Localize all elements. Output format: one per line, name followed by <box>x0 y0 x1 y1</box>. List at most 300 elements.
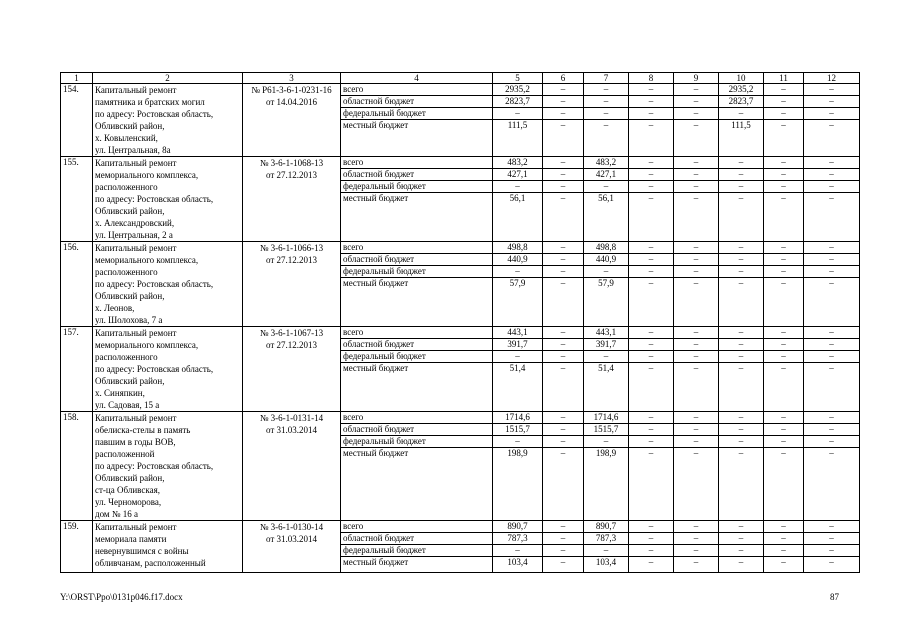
object-name-line: расположенной <box>95 449 155 459</box>
page-number: 87 <box>830 592 839 602</box>
funding-source: всего <box>341 412 493 424</box>
amount-cell: – <box>629 181 674 193</box>
object-name-line: мемориального комплекса, <box>95 255 199 265</box>
amount-cell: – <box>804 242 860 254</box>
object-name <box>93 412 243 521</box>
object-name-line: ул. Садовая, 15 а <box>95 400 160 410</box>
amount-cell: – <box>674 545 719 557</box>
object-name-line: ул. Черноморова, <box>95 497 162 507</box>
object-name-line: Обливский район, <box>95 206 165 216</box>
amount-cell: – <box>584 108 629 120</box>
amount-cell: – <box>804 157 860 169</box>
document-line: от 27.12.2013 <box>265 170 318 180</box>
expertise-document <box>243 412 341 521</box>
amount-cell: – <box>764 339 804 351</box>
amount-cell: – <box>674 181 719 193</box>
amount-cell: – <box>719 242 764 254</box>
amount-cell: – <box>764 521 804 533</box>
amount-cell: – <box>543 108 584 120</box>
table-row <box>61 327 860 339</box>
funding-source: областной бюджет <box>341 424 493 436</box>
funding-source: федеральный бюджет <box>341 181 493 193</box>
amount-cell: – <box>764 412 804 424</box>
amount-cell: – <box>764 266 804 278</box>
amount-cell: – <box>629 545 674 557</box>
amount-cell: – <box>629 339 674 351</box>
amount-cell: – <box>543 266 584 278</box>
amount-cell: – <box>584 120 629 157</box>
amount-cell: – <box>674 424 719 436</box>
object-name-line: Капитальный ремонт <box>95 413 177 423</box>
amount-cell: 1714,6 <box>584 412 629 424</box>
amount-cell: – <box>764 424 804 436</box>
amount-cell: – <box>629 424 674 436</box>
amount-cell: – <box>629 278 674 327</box>
amount-cell: – <box>764 120 804 157</box>
object-name-line: расположенного <box>95 267 158 277</box>
amount-cell: – <box>543 545 584 557</box>
amount-cell: – <box>764 327 804 339</box>
item-number: 158. <box>61 412 93 521</box>
object-name-line: мемориального комплекса, <box>95 340 199 350</box>
expertise-document <box>243 242 341 327</box>
amount-cell: – <box>493 545 543 557</box>
column-number: 3 <box>243 73 341 84</box>
table-body <box>61 73 860 573</box>
amount-cell: – <box>674 412 719 424</box>
amount-cell: – <box>674 157 719 169</box>
amount-cell: – <box>674 521 719 533</box>
amount-cell: 498,8 <box>584 242 629 254</box>
amount-cell: – <box>629 157 674 169</box>
amount-cell: 56,1 <box>493 193 543 242</box>
budget-table <box>60 72 860 573</box>
amount-cell: – <box>674 254 719 266</box>
funding-source: всего <box>341 521 493 533</box>
amount-cell: 51,4 <box>584 363 629 412</box>
document-line: № 3-6-1-0130-14 <box>259 522 324 532</box>
column-number: 6 <box>543 73 584 84</box>
amount-cell: 890,7 <box>584 521 629 533</box>
amount-cell: – <box>629 363 674 412</box>
amount-cell: – <box>804 278 860 327</box>
funding-source: всего <box>341 327 493 339</box>
amount-cell: – <box>764 557 804 573</box>
amount-cell: 198,9 <box>584 448 629 521</box>
table-row <box>61 412 860 424</box>
amount-cell: 103,4 <box>584 557 629 573</box>
amount-cell: – <box>629 266 674 278</box>
item-number: 159. <box>61 521 93 573</box>
object-name-line: х. Ковыленский, <box>95 133 158 143</box>
amount-cell: – <box>629 448 674 521</box>
amount-cell: 391,7 <box>584 339 629 351</box>
funding-source: местный бюджет <box>341 448 493 521</box>
amount-cell: 198,9 <box>493 448 543 521</box>
column-number: 8 <box>629 73 674 84</box>
funding-source: местный бюджет <box>341 278 493 327</box>
amount-cell: 890,7 <box>493 521 543 533</box>
object-name-line: невернувшимся с войны <box>95 546 189 556</box>
amount-cell: – <box>764 193 804 242</box>
item-number: 156. <box>61 242 93 327</box>
amount-cell: – <box>674 363 719 412</box>
amount-cell: 498,8 <box>493 242 543 254</box>
amount-cell: – <box>719 557 764 573</box>
document-line: № 3-6-1-1068-13 <box>259 158 324 168</box>
amount-cell: – <box>543 424 584 436</box>
amount-cell: – <box>719 521 764 533</box>
amount-cell: – <box>804 339 860 351</box>
funding-source: областной бюджет <box>341 169 493 181</box>
object-name-line: ул. Центральная, 8а <box>95 145 171 155</box>
object-name <box>93 521 243 573</box>
amount-cell: – <box>543 120 584 157</box>
funding-source: федеральный бюджет <box>341 436 493 448</box>
funding-source: федеральный бюджет <box>341 266 493 278</box>
amount-cell: – <box>764 108 804 120</box>
amount-cell: – <box>719 424 764 436</box>
table-row <box>61 242 860 254</box>
amount-cell: 427,1 <box>584 169 629 181</box>
amount-cell: – <box>804 108 860 120</box>
amount-cell: 56,1 <box>584 193 629 242</box>
object-name-line: по адресу: Ростовская область, <box>95 279 214 289</box>
amount-cell: – <box>804 424 860 436</box>
amount-cell: – <box>719 339 764 351</box>
object-name-line: по адресу: Ростовская область, <box>95 364 214 374</box>
column-number: 9 <box>674 73 719 84</box>
column-number: 7 <box>584 73 629 84</box>
amount-cell: – <box>543 96 584 108</box>
amount-cell: – <box>804 120 860 157</box>
amount-cell: – <box>493 108 543 120</box>
amount-cell: – <box>629 521 674 533</box>
amount-cell: – <box>674 108 719 120</box>
amount-cell: – <box>493 181 543 193</box>
amount-cell: – <box>584 84 629 96</box>
amount-cell: – <box>764 169 804 181</box>
object-name-line: расположенного <box>95 182 158 192</box>
amount-cell: – <box>804 96 860 108</box>
object-name-line: мемориального комплекса, <box>95 170 199 180</box>
funding-source: местный бюджет <box>341 193 493 242</box>
funding-source: местный бюджет <box>341 363 493 412</box>
amount-cell: 427,1 <box>493 169 543 181</box>
amount-cell: – <box>764 363 804 412</box>
funding-source: областной бюджет <box>341 254 493 266</box>
amount-cell: – <box>804 327 860 339</box>
amount-cell: – <box>543 436 584 448</box>
object-name-line: Капитальный ремонт <box>95 522 177 532</box>
amount-cell: 111,5 <box>719 120 764 157</box>
amount-cell: – <box>543 448 584 521</box>
amount-cell: – <box>719 351 764 363</box>
expertise-document <box>243 84 341 157</box>
amount-cell: – <box>719 266 764 278</box>
amount-cell: – <box>719 169 764 181</box>
amount-cell: – <box>804 266 860 278</box>
amount-cell: – <box>719 327 764 339</box>
amount-cell: 2823,7 <box>493 96 543 108</box>
object-name <box>93 327 243 412</box>
amount-cell: – <box>543 254 584 266</box>
amount-cell: – <box>543 169 584 181</box>
object-name-line: ул. Центральная, 2 а <box>95 230 173 240</box>
amount-cell: – <box>764 157 804 169</box>
amount-cell: – <box>764 545 804 557</box>
amount-cell: – <box>584 436 629 448</box>
amount-cell: – <box>804 254 860 266</box>
amount-cell: 57,9 <box>584 278 629 327</box>
document-line: от 27.12.2013 <box>265 340 318 350</box>
amount-cell: – <box>674 339 719 351</box>
amount-cell: – <box>493 351 543 363</box>
amount-cell: – <box>543 84 584 96</box>
column-number: 11 <box>764 73 804 84</box>
amount-cell: 51,4 <box>493 363 543 412</box>
amount-cell: – <box>719 533 764 545</box>
column-number-row <box>61 73 860 84</box>
amount-cell: – <box>629 327 674 339</box>
funding-source: местный бюджет <box>341 120 493 157</box>
amount-cell: – <box>804 412 860 424</box>
amount-cell: – <box>719 545 764 557</box>
amount-cell: – <box>719 181 764 193</box>
column-number: 4 <box>341 73 493 84</box>
object-name-line: по адресу: Ростовская область, <box>95 109 214 119</box>
amount-cell: – <box>674 533 719 545</box>
document-line: № 3-6-1-1066-13 <box>259 243 324 253</box>
amount-cell: – <box>543 193 584 242</box>
amount-cell: – <box>674 278 719 327</box>
amount-cell: – <box>719 448 764 521</box>
amount-cell: 440,9 <box>584 254 629 266</box>
amount-cell: – <box>629 242 674 254</box>
amount-cell: 483,2 <box>584 157 629 169</box>
funding-source: федеральный бюджет <box>341 545 493 557</box>
amount-cell: – <box>804 169 860 181</box>
amount-cell: – <box>629 436 674 448</box>
amount-cell: – <box>543 521 584 533</box>
funding-source: областной бюджет <box>341 339 493 351</box>
amount-cell: 483,2 <box>493 157 543 169</box>
amount-cell: – <box>543 327 584 339</box>
object-name <box>93 242 243 327</box>
amount-cell: – <box>674 557 719 573</box>
amount-cell: – <box>674 266 719 278</box>
funding-source: федеральный бюджет <box>341 351 493 363</box>
column-number: 1 <box>61 73 93 84</box>
object-name-line: дом № 16 а <box>95 509 138 519</box>
object-name-line: Обливский район, <box>95 291 165 301</box>
amount-cell: – <box>804 533 860 545</box>
amount-cell: – <box>804 557 860 573</box>
amount-cell: – <box>629 412 674 424</box>
amount-cell: 2935,2 <box>719 84 764 96</box>
object-name-line: павшим в годы ВОВ, <box>95 437 176 447</box>
object-name-line: обелиска-стелы в память <box>95 425 191 435</box>
amount-cell: – <box>674 351 719 363</box>
amount-cell: – <box>804 84 860 96</box>
amount-cell: – <box>804 351 860 363</box>
amount-cell: – <box>764 436 804 448</box>
amount-cell: – <box>674 242 719 254</box>
amount-cell: 391,7 <box>493 339 543 351</box>
document-line: № 3-6-1-0131-14 <box>259 413 324 423</box>
amount-cell: – <box>674 436 719 448</box>
amount-cell: – <box>804 448 860 521</box>
amount-cell: – <box>629 557 674 573</box>
amount-cell: – <box>543 351 584 363</box>
object-name-line: х. Леонов, <box>95 303 135 313</box>
document-line: от 31.03.2014 <box>265 425 318 435</box>
amount-cell: 1714,6 <box>493 412 543 424</box>
amount-cell: – <box>584 96 629 108</box>
amount-cell: – <box>543 363 584 412</box>
amount-cell: 787,3 <box>584 533 629 545</box>
amount-cell: – <box>764 84 804 96</box>
amount-cell: – <box>629 108 674 120</box>
amount-cell: – <box>493 436 543 448</box>
funding-source: всего <box>341 157 493 169</box>
amount-cell: – <box>719 412 764 424</box>
amount-cell: 57,9 <box>493 278 543 327</box>
amount-cell: – <box>629 84 674 96</box>
column-number: 10 <box>719 73 764 84</box>
amount-cell: – <box>764 96 804 108</box>
amount-cell: – <box>629 533 674 545</box>
amount-cell: – <box>543 533 584 545</box>
amount-cell: – <box>719 108 764 120</box>
object-name-line: Капитальный ремонт <box>95 158 177 168</box>
amount-cell: – <box>629 120 674 157</box>
amount-cell: – <box>764 351 804 363</box>
funding-source: всего <box>341 242 493 254</box>
table-row <box>61 157 860 169</box>
amount-cell: – <box>719 193 764 242</box>
object-name <box>93 84 243 157</box>
object-name-line: ул. Шолохова, 7 а <box>95 315 163 325</box>
amount-cell: 443,1 <box>584 327 629 339</box>
amount-cell: – <box>543 181 584 193</box>
amount-cell: 1515,7 <box>584 424 629 436</box>
item-number: 157. <box>61 327 93 412</box>
amount-cell: – <box>584 266 629 278</box>
object-name-line: Обливский район, <box>95 121 165 131</box>
amount-cell: 1515,7 <box>493 424 543 436</box>
amount-cell: – <box>493 266 543 278</box>
amount-cell: – <box>804 181 860 193</box>
funding-source: всего <box>341 84 493 96</box>
object-name-line: по адресу: Ростовская область, <box>95 194 214 204</box>
amount-cell: – <box>674 84 719 96</box>
amount-cell: – <box>543 339 584 351</box>
item-number: 155. <box>61 157 93 242</box>
amount-cell: – <box>543 278 584 327</box>
amount-cell: – <box>543 157 584 169</box>
amount-cell: – <box>629 254 674 266</box>
amount-cell: – <box>629 193 674 242</box>
object-name-line: х. Александровский, <box>95 218 175 228</box>
column-number: 12 <box>804 73 860 84</box>
document-line: от 27.12.2013 <box>265 255 318 265</box>
document-line: от 31.03.2014 <box>265 534 318 544</box>
amount-cell: 443,1 <box>493 327 543 339</box>
amount-cell: 2823,7 <box>719 96 764 108</box>
object-name-line: мемориала памяти <box>95 534 167 544</box>
object-name-line: обливчанам, расположенный <box>95 558 206 568</box>
amount-cell: – <box>804 436 860 448</box>
expertise-document <box>243 157 341 242</box>
funding-source: областной бюджет <box>341 533 493 545</box>
document-line: № Р61-3-6-1-0231-16 <box>251 85 332 95</box>
amount-cell: – <box>674 96 719 108</box>
amount-cell: – <box>584 181 629 193</box>
amount-cell: – <box>674 120 719 157</box>
amount-cell: – <box>543 557 584 573</box>
amount-cell: – <box>719 363 764 412</box>
table-row <box>61 84 860 96</box>
object-name <box>93 157 243 242</box>
table-row <box>61 521 860 533</box>
expertise-document <box>243 327 341 412</box>
amount-cell: – <box>674 193 719 242</box>
amount-cell: – <box>764 448 804 521</box>
amount-cell: – <box>674 169 719 181</box>
amount-cell: 103,4 <box>493 557 543 573</box>
funding-source: областной бюджет <box>341 96 493 108</box>
amount-cell: – <box>804 193 860 242</box>
file-path: Y:\ORST\Ppo\0131p046.f17.docx <box>60 592 183 602</box>
object-name-line: Обливский район, <box>95 473 165 483</box>
amount-cell: – <box>764 278 804 327</box>
amount-cell: – <box>719 436 764 448</box>
column-number: 5 <box>493 73 543 84</box>
item-number: 154. <box>61 84 93 157</box>
amount-cell: – <box>764 533 804 545</box>
amount-cell: – <box>584 545 629 557</box>
amount-cell: – <box>764 242 804 254</box>
document-line: № 3-6-1-1067-13 <box>259 328 324 338</box>
amount-cell: – <box>719 254 764 266</box>
object-name-line: памятника и братских могил <box>95 97 205 107</box>
amount-cell: – <box>584 351 629 363</box>
amount-cell: – <box>674 448 719 521</box>
amount-cell: – <box>764 181 804 193</box>
amount-cell: – <box>629 169 674 181</box>
amount-cell: – <box>764 254 804 266</box>
amount-cell: – <box>719 278 764 327</box>
object-name-line: Обливский район, <box>95 376 165 386</box>
object-name-line: расположенного <box>95 352 158 362</box>
amount-cell: 787,3 <box>493 533 543 545</box>
object-name-line: Капитальный ремонт <box>95 328 177 338</box>
funding-source: местный бюджет <box>341 557 493 573</box>
amount-cell: – <box>543 242 584 254</box>
amount-cell: – <box>804 545 860 557</box>
object-name-line: Капитальный ремонт <box>95 243 177 253</box>
amount-cell: – <box>804 521 860 533</box>
amount-cell: 440,9 <box>493 254 543 266</box>
column-number: 2 <box>93 73 243 84</box>
expertise-document <box>243 521 341 573</box>
document-line: от 14.04.2016 <box>265 97 318 107</box>
amount-cell: – <box>804 363 860 412</box>
object-name-line: Капитальный ремонт <box>95 85 177 95</box>
amount-cell: – <box>719 157 764 169</box>
object-name-line: по адресу: Ростовская область, <box>95 461 214 471</box>
